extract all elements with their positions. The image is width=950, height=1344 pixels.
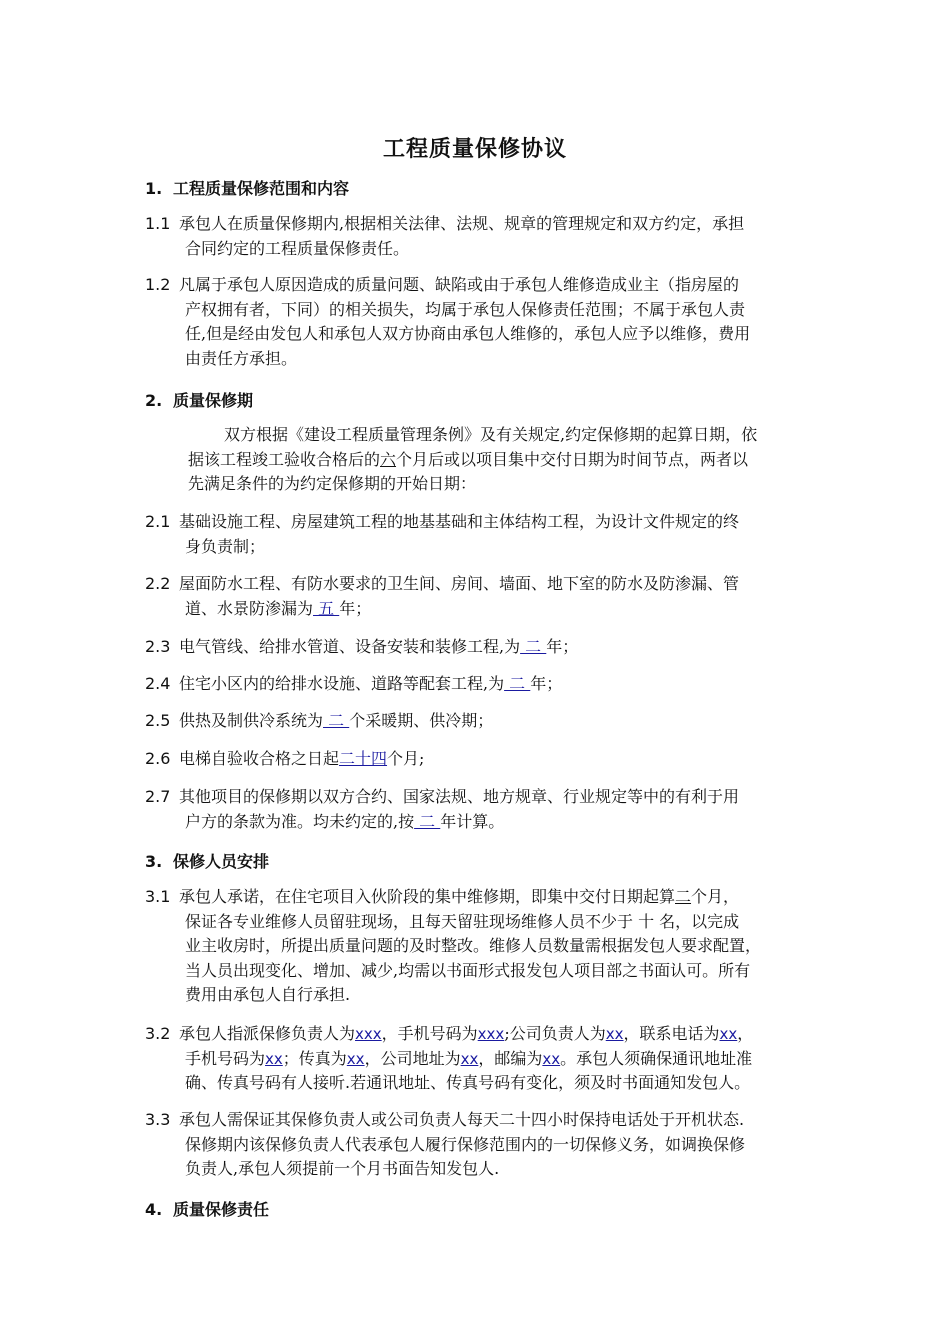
text: ，公司地址为: [364, 1048, 461, 1068]
clause-number: 2.7: [145, 787, 171, 806]
paragraph-line: 双方根据《建设工程质量管理条例》及有关规定,约定保修期的起算日期，依: [224, 425, 758, 444]
text: 。承包人须确保通讯地址准: [560, 1048, 753, 1068]
clause-line: 凡属于承包人原因造成的质量问题、缺陷或由于承包人维修造成业主（指房屋的: [179, 275, 740, 294]
text: 年；: [530, 674, 563, 693]
clause-number: 2.6: [145, 749, 171, 768]
contact-placeholder: xx: [346, 1049, 365, 1068]
contact-placeholder: xx: [265, 1049, 283, 1068]
text: 电气管线、给排水管道、设备安装和装修工程,为: [179, 637, 521, 656]
clause-2-3: [145, 635, 815, 660]
text: 个月，: [691, 887, 740, 906]
clause-1-2: [145, 273, 815, 371]
clause-2-6: [145, 747, 815, 772]
clause-1-1: [145, 212, 815, 261]
text: 个月后或以项目集中交付日期为时间节点，两者以: [396, 449, 749, 469]
clause-2-4: [145, 672, 815, 697]
contact-placeholder: xx: [542, 1049, 561, 1068]
section-heading-3: [145, 849, 269, 872]
text: 个月;: [387, 749, 425, 768]
text: 个采暖期、供冷期；: [349, 711, 494, 730]
section-number: 2.: [145, 391, 163, 410]
clause-2-7: [145, 785, 815, 834]
clause-line: 负责人,承包人须提前一个月书面告知发包人.: [185, 1159, 500, 1178]
clause-line: [145, 747, 815, 772]
clause-line: 其他项目的保修期以双方合约、国家法规、地方规章、行业规定等中的有利于用: [179, 787, 740, 806]
clause-number: 2.3: [145, 637, 171, 656]
filled-value: 二: [414, 811, 441, 831]
filled-value: 二: [323, 711, 350, 730]
clause-line: 费用由承包人自行承担.: [185, 985, 351, 1004]
clause-line: 由责任方承担。: [185, 348, 298, 368]
text: 承包人指派保修负责人为: [179, 1024, 356, 1043]
section-number: 1.: [145, 179, 163, 198]
clause-number: 3.1: [145, 887, 171, 906]
filled-value: 二: [675, 887, 692, 906]
section-number: 3.: [145, 852, 163, 871]
clause-line: [145, 1047, 815, 1072]
section-title: 工程质量保修范围和内容: [173, 179, 350, 198]
contact-placeholder: xx: [605, 1025, 624, 1043]
filled-value: 五: [313, 598, 340, 618]
text: ，手机号码为: [381, 1024, 478, 1043]
contact-placeholder: xx: [460, 1049, 479, 1068]
clause-number: 3.3: [145, 1110, 171, 1129]
text: ；传真为: [282, 1048, 347, 1068]
clause-line: [145, 885, 815, 910]
section-title: 保修人员安排: [173, 852, 270, 871]
section-title: 质量保修责任: [173, 1200, 270, 1219]
filled-value: 六: [380, 449, 397, 469]
clause-line: 任,但是经由发包人和承包人双方协商由承包人维修的，承包人应予以维修，费用: [185, 324, 751, 343]
filled-value: 二: [520, 637, 547, 656]
text: 年；: [339, 598, 372, 618]
clause-2-1: [145, 510, 815, 559]
text: 承包人承诺，在住宅项目入伙阶段的集中维修期，即集中交付日期起算: [179, 887, 676, 906]
clause-line: 身负责制；: [185, 536, 266, 556]
section-title: 质量保修期: [173, 391, 254, 410]
text: ，邮编为: [478, 1048, 543, 1068]
clause-3-3: [145, 1108, 815, 1182]
clause-line: 确、传真号码有人接听.若通讯地址、传真号码有变化，须及时书面通知发包人。: [185, 1073, 751, 1092]
text: 年；: [546, 637, 579, 656]
clause-line: 保修期内该保修负责人代表承包人履行保修范围内的一切保修义务，如调换保修: [185, 1134, 746, 1154]
text: 据该工程竣工验收合格后的: [188, 449, 381, 469]
text: 电梯自验收合格之日起: [179, 749, 340, 768]
clause-line: 承包人需保证其保修负责人或公司负责人每天二十四小时保持电话处于开机状态.: [179, 1110, 745, 1129]
clause-line: 当人员出现变化、增加、减少,均需以书面形式报发包人项目部之书面认可。所有: [185, 960, 751, 980]
clause-number: 1.2: [145, 275, 171, 294]
clause-line: 基础设施工程、房屋建筑工程的地基基础和主体结构工程，为设计文件规定的终: [179, 512, 740, 531]
clause-number: 2.4: [145, 674, 171, 693]
text: 年计算。: [440, 811, 505, 831]
clause-line: [145, 810, 815, 835]
paragraph-line: 先满足条件的为约定保修期的开始日期：: [188, 474, 477, 493]
clause-line: 产权拥有者，下同）的相关损失，均属于承包人保修责任范围；不属于承包人责: [185, 299, 746, 319]
contact-placeholder: xx: [719, 1025, 738, 1043]
text: ;公司负责人为: [504, 1024, 606, 1043]
clause-2-2: [145, 572, 815, 621]
clause-line: 业主收房时，所提出质量问题的及时整改。维修人员数量需根据发包人要求配置，: [185, 936, 762, 955]
clause-number: 1.1: [145, 214, 171, 233]
document-title: 工程质量保修协议: [382, 137, 567, 162]
clause-number: 2.5: [145, 711, 171, 730]
clause-line: [145, 672, 815, 697]
paragraph-line: [188, 448, 757, 473]
section-heading-1: [145, 176, 349, 199]
clause-number: 2.1: [145, 512, 171, 531]
clause-number: 2.2: [145, 574, 171, 593]
text: 户方的条款为准。均未约定的,按: [185, 811, 415, 831]
filled-value: 二: [504, 674, 531, 693]
clause-line: [145, 635, 815, 660]
clause-2-5: [145, 709, 815, 734]
text: ，: [737, 1024, 754, 1043]
clause-line: 屋面防水工程、有防水要求的卫生间、房间、墙面、地下室的防水及防渗漏、管: [179, 574, 740, 593]
clause-number: 3.2: [145, 1024, 171, 1043]
text: 手机号码为: [185, 1048, 266, 1068]
text: 供热及制供冷系统为: [179, 711, 324, 730]
section-number: 4.: [145, 1200, 163, 1219]
clause-3-2: [145, 1022, 815, 1096]
clause-line: 保证各专业维修人员留驻现场，且每天留驻现场维修人员不少于 十 名，以完成: [185, 911, 740, 931]
text: 住宅小区内的给排水设施、道路等配套工程,为: [179, 674, 505, 693]
section-heading-2: [145, 388, 253, 411]
filled-value: 二十四: [339, 749, 388, 768]
clause-line: [145, 597, 815, 622]
warranty-start-paragraph: [188, 423, 757, 497]
text: 道、水景防渗漏为: [185, 598, 314, 618]
clause-line: [145, 709, 815, 734]
clause-line: 承包人在质量保修期内,根据相关法律、法规、规章的管理规定和双方约定，承担: [179, 214, 745, 233]
section-heading-4: [145, 1197, 269, 1220]
text: ，联系电话为: [623, 1024, 720, 1043]
clause-line: 合同约定的工程质量保修责任。: [185, 238, 410, 258]
contact-placeholder: xxx: [355, 1025, 382, 1043]
contact-placeholder: xxx: [477, 1025, 505, 1043]
clause-line: [145, 1022, 815, 1047]
clause-3-1: [145, 885, 815, 1008]
